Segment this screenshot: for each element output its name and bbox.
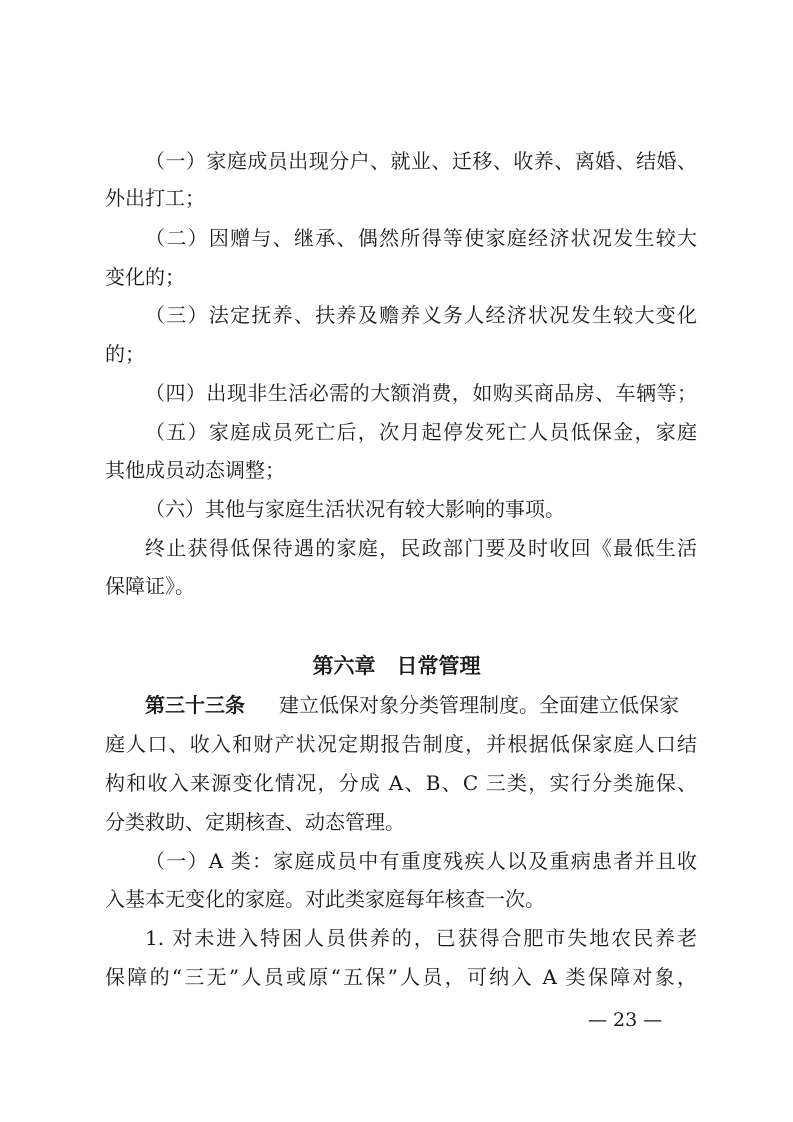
article-text: 建立低保对象分类管理制度。全面建立低保家 bbox=[279, 693, 679, 717]
paragraph-line: 入基本无变化的家庭。对此类家庭每年核查一次。 bbox=[105, 887, 545, 911]
paragraph-line: 构和收入来源变化情况，分成 A、B、C 三类，实行分类施保、 bbox=[105, 771, 697, 795]
page-number: — 23 — bbox=[588, 1009, 663, 1031]
paragraph-line: （六）其他与家庭生活状况有较大影响的事项。 bbox=[145, 497, 565, 521]
article-first-line bbox=[145, 693, 697, 717]
paragraph-line: （四）出现非生活必需的大额消费，如购买商品房、车辆等； bbox=[145, 381, 697, 405]
paragraph-line: 1. 对未进入特困人员供养的，已获得合肥市失地农民养老 bbox=[145, 926, 697, 950]
paragraph-line: （一）A 类：家庭成员中有重度残疾人以及重病患者并且收 bbox=[145, 849, 697, 873]
paragraph-line: （五）家庭成员死亡后，次月起停发死亡人员低保金，家庭 bbox=[145, 420, 697, 444]
paragraph-line: 终止获得低保待遇的家庭，民政部门要及时收回《最低生活 bbox=[145, 536, 697, 560]
chapter-title: 第六章 日常管理 bbox=[312, 654, 481, 678]
article-label: 第三十三条 bbox=[145, 693, 245, 717]
paragraph-line: （三）法定抚养、扶养及赡养义务人经济状况发生较大变化 bbox=[145, 303, 697, 327]
paragraph-line: 庭人口、收入和财产状况定期报告制度，并根据低保家庭人口结 bbox=[105, 732, 697, 756]
paragraph-line: 分类救助、定期核查、动态管理。 bbox=[105, 810, 405, 834]
paragraph-line: （一）家庭成员出现分户、就业、迁移、收养、离婚、结婚、 bbox=[145, 149, 697, 173]
paragraph-line: 其他成员动态调整； bbox=[105, 458, 285, 482]
paragraph-line: 变化的； bbox=[105, 265, 185, 289]
paragraph-line: （二）因赠与、继承、偶然所得等使家庭经济状况发生较大 bbox=[145, 226, 697, 250]
paragraph-line: 保障证》。 bbox=[105, 574, 195, 598]
paragraph-line: 保障的“三无”人员或原“五保”人员，可纳入 A 类保障对象， bbox=[105, 965, 697, 989]
paragraph-line: 外出打工； bbox=[105, 186, 205, 210]
paragraph-line: 的； bbox=[105, 342, 145, 366]
